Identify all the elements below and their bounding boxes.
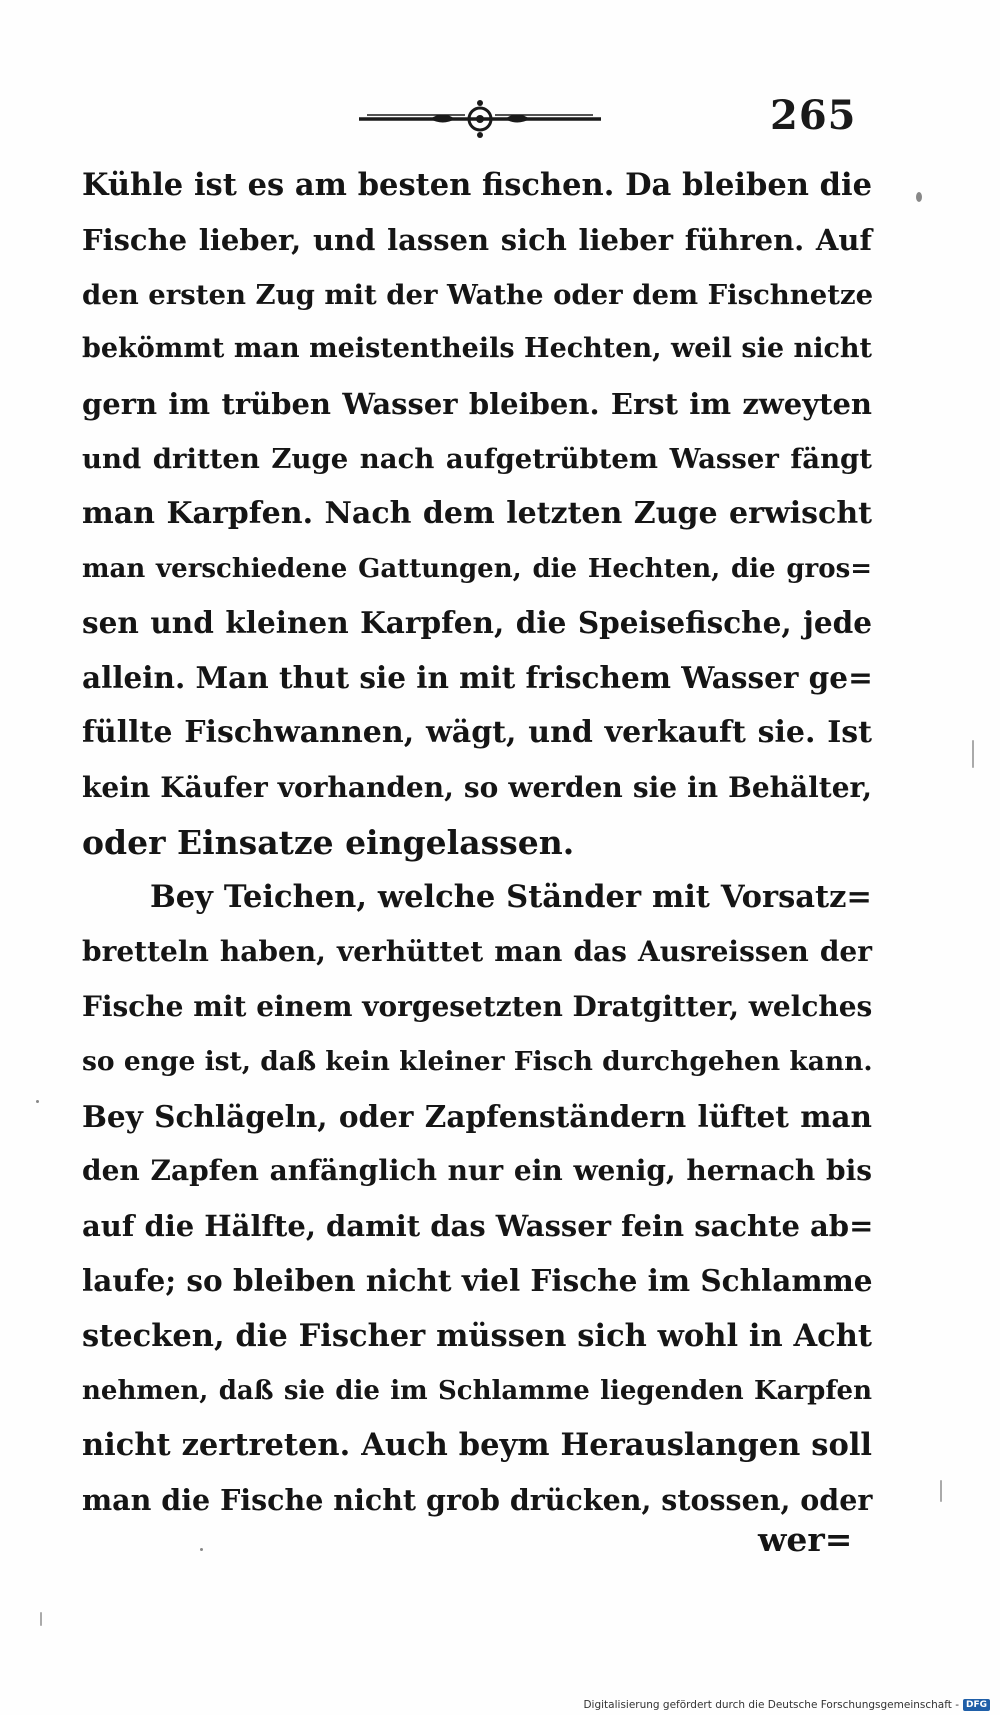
text-line: auf die Hälfte, damit das Wasser fein sachte ab= [82, 1209, 874, 1244]
text-line: allein. Man thut sie in mit frischem Wasser ge= [82, 660, 873, 696]
body-text [82, 158, 872, 1528]
text-line: den Zapfen anfänglich nur ein wenig, hernach bis [82, 1154, 872, 1188]
text-line: laufe; so bleiben nicht viel Fische im Schlamme [82, 1262, 873, 1298]
catchword: wer= [758, 1520, 853, 1559]
digitization-footer [583, 1699, 990, 1711]
dfg-logo: DFG [963, 1699, 990, 1711]
paper-speck [200, 1548, 203, 1551]
text-line: bekömmt man meistentheils Hechten, weil sie nicht [82, 333, 872, 365]
paper-speck [916, 192, 922, 202]
footer-credit: Digitalisierung gefördert durch die Deutsche Forschungsgemeinschaft - [583, 1699, 959, 1711]
text-line: oder Einsatze eingelassen. [82, 822, 575, 862]
text-line: man verschiedene Gattungen, die Hechten, die gros= [82, 553, 872, 584]
text-line: man Karpfen. Nach dem letzten Zuge erwischt [82, 495, 872, 531]
text-line: füllte Fischwannen, wägt, und verkauft sie. Ist [82, 714, 872, 750]
page-number: 265 [770, 92, 857, 139]
paragraph-start-line: Bey Teichen, welche Ständer mit Vorsatz= [150, 879, 872, 916]
paper-speck [40, 1612, 42, 1626]
text-line: gern im trüben Wasser bleiben. Erst im zweyten [82, 387, 872, 422]
text-line: kein Käufer vorhanden, so werden sie in Behälter, [82, 770, 872, 804]
text-line: so enge ist, daß kein kleiner Fisch durchgehen kann. [82, 1045, 873, 1077]
text-line: stecken, die Fischer müssen sich wohl in Acht [82, 1317, 872, 1354]
paper-speck [36, 1100, 39, 1103]
text-line: man die Fische nicht grob drücken, stossen, oder [82, 1483, 873, 1518]
text-line: sen und kleinen Karpfen, die Speisefische, jede [82, 605, 872, 641]
text-line: Fische lieber, und lassen sich lieber führen. Auf [82, 222, 872, 257]
text-line: den ersten Zug mit der Wathe oder dem Fischnetze [82, 278, 874, 311]
paper-speck [940, 1480, 942, 1502]
text-line: und dritten Zuge nach aufgetrübtem Wasser fängt [82, 442, 872, 475]
text-line: bretteln haben, verhüttet man das Ausreissen der [82, 935, 872, 969]
ornament-rule [355, 96, 605, 142]
text-line: Kühle ist es am besten fischen. Da bleiben die [82, 167, 872, 203]
text-line: nehmen, daß sie die im Schlamme liegenden Karpfen [82, 1375, 872, 1406]
text-line: nicht zertreten. Auch beym Herauslangen soll [82, 1427, 872, 1464]
paper-speck [972, 740, 974, 768]
text-line: Bey Schlägeln, oder Zapfenständern lüftet man [82, 1098, 872, 1134]
text-line: Fische mit einem vorgesetzten Dratgitter, welches [82, 989, 873, 1023]
